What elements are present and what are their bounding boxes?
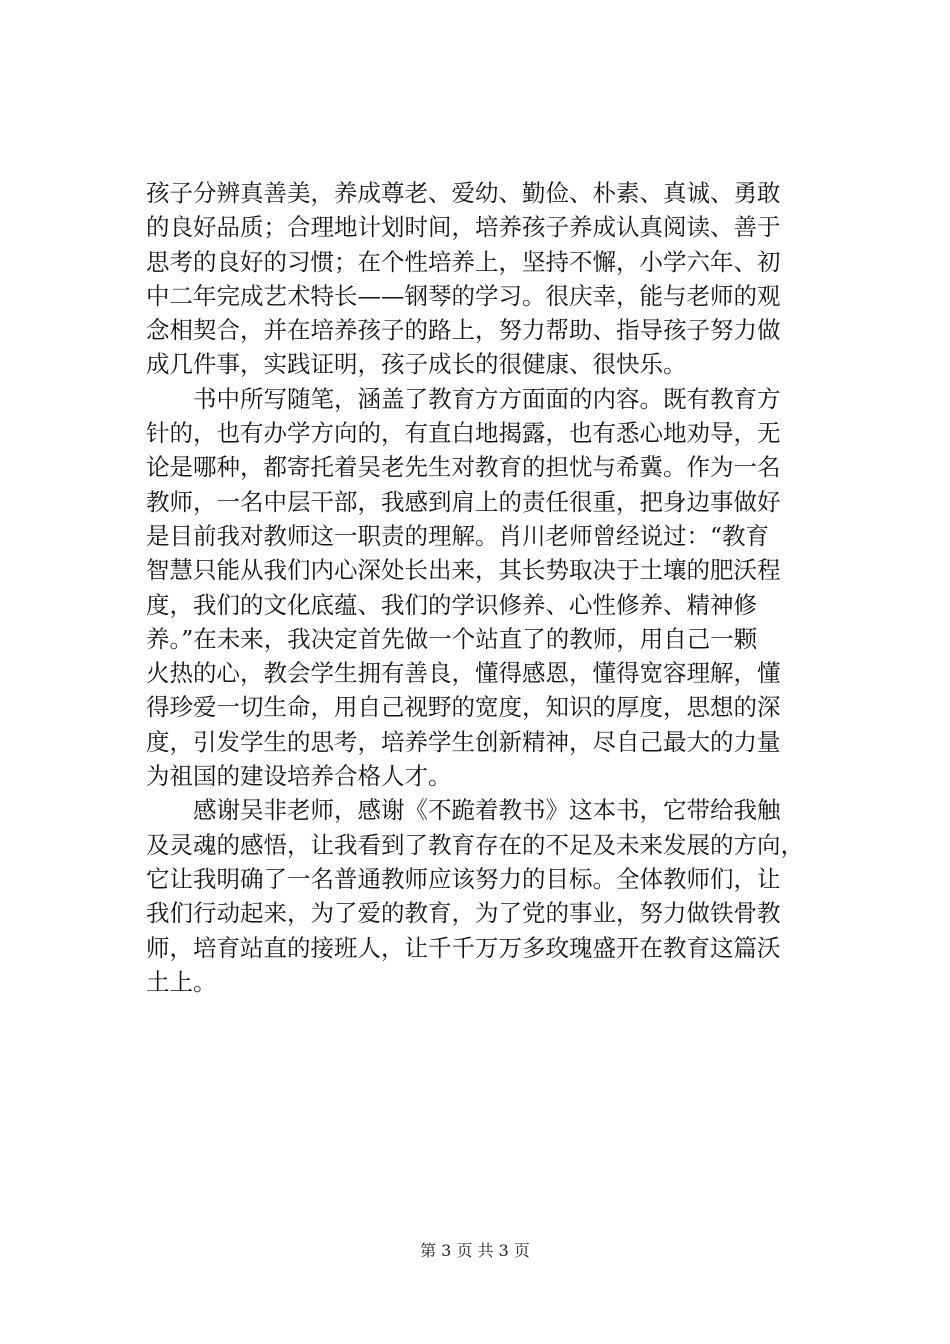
text-line: 我们行动起来，为了爱的教育，为了党的事业，努力做铁骨教 <box>146 899 781 928</box>
body-text <box>146 176 836 999</box>
text-line: 的良好品质；合理地计划时间，培养孩子养成认真阅读、善于 <box>146 213 781 242</box>
text-line: 为祖国的建设培养合格人才。 <box>146 762 452 791</box>
text-line: 得珍爱一切生命，用自己视野的宽度，知识的厚度，思想的深 <box>146 693 781 722</box>
text-line: 土上。 <box>146 967 217 996</box>
text-line: 思考的良好的习惯；在个性培养上，坚持不懈，小学六年、初 <box>146 247 781 276</box>
text-line: 教师，一名中层干部，我感到肩上的责任很重，把身边事做好 <box>146 487 781 516</box>
page-number: 第 3 页 共 3 页 <box>420 1241 530 1260</box>
text-line: 念相契合，并在培养孩子的路上，努力帮助、指导孩子努力做 <box>146 316 781 345</box>
text-line: 书中所写随笔，涵盖了教育方方面面的内容。既有教育方 <box>193 384 781 413</box>
text-line: 度，引发学生的思考，培养学生创新精神，尽自己最大的力量 <box>146 727 781 756</box>
text-line: 及灵魂的感悟，让我看到了教育存在的不足及未来发展的方向， <box>146 830 804 859</box>
text-line: 是目前我对教师这一职责的理解。肖川老师曾经说过：“教育 <box>146 521 770 550</box>
text-line: 师，培育站直的接班人，让千千万万多玫瑰盛开在教育这篇沃 <box>146 933 781 962</box>
text-line: 成几件事，实践证明，孩子成长的很健康、很快乐。 <box>146 350 687 379</box>
paragraph-1 <box>146 176 836 382</box>
text-line: 孩子分辨真善美，养成尊老、爱幼、勤俭、朴素、真诚、勇敢 <box>146 179 781 207</box>
text-line: 它让我明确了一名普通教师应该努力的目标。全体教师们，让 <box>146 864 781 893</box>
text-line: 养。”在未来，我决定首先做一个站直了的教师，用自己一颗 <box>146 624 758 653</box>
text-line: 度，我们的文化底蕴、我们的学识修养、心性修养、精神修 <box>146 590 757 619</box>
text-line: 感谢吴非老师，感谢《不跪着教书》这本书，它带给我触 <box>193 796 781 825</box>
text-line: 论是哪种，都寄托着吴老先生对教育的担忧与希冀。作为一名 <box>146 453 781 482</box>
text-line: 中二年完成艺术特长——钢琴的学习。很庆幸，能与老师的观 <box>146 281 781 310</box>
text-line: 智慧只能从我们内心深处长出来，其长势取决于土壤的肥沃程 <box>146 556 781 585</box>
page-footer <box>0 1241 950 1261</box>
text-line: 火热的心，教会学生拥有善良，懂得感恩，懂得宽容理解，懂 <box>146 659 781 688</box>
paragraph-2 <box>146 382 836 794</box>
text-line: 针的，也有办学方向的，有直白地揭露，也有悉心地劝导，无 <box>146 419 781 448</box>
paragraph-3 <box>146 793 836 999</box>
